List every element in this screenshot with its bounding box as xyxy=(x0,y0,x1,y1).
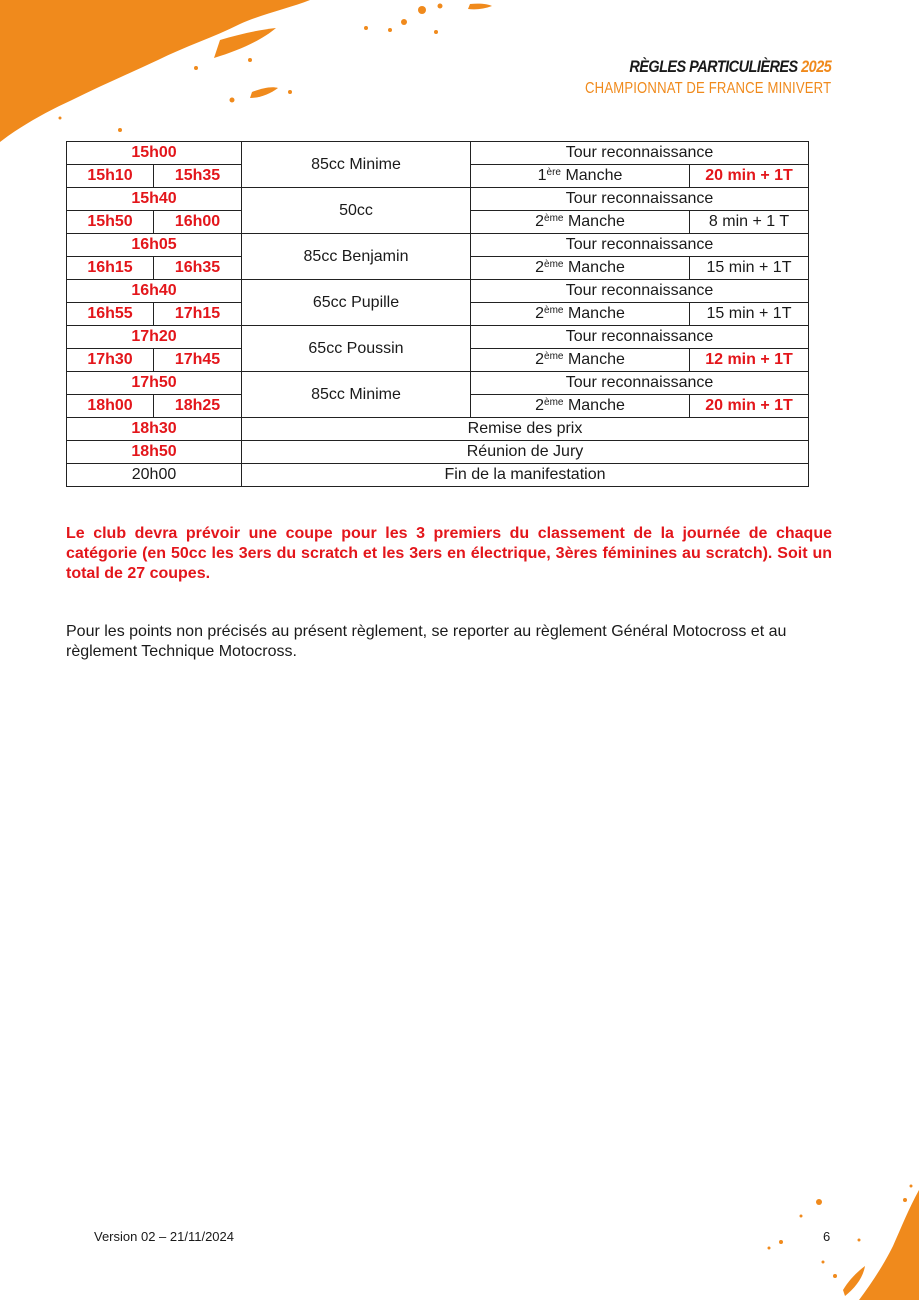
recon-time: 16h40 xyxy=(67,280,242,303)
manche-ordinal: ère xyxy=(546,167,561,178)
document-title xyxy=(576,56,831,78)
category-cell: 50cc xyxy=(242,188,471,234)
table-row xyxy=(67,464,809,487)
category-cell: 85cc Minime xyxy=(242,142,471,188)
duration-cell: 12 min + 1T xyxy=(690,349,809,372)
recon-label: Tour reconnaissance xyxy=(471,280,809,303)
recon-label: Tour reconnaissance xyxy=(471,142,809,165)
schedule-table xyxy=(66,141,809,487)
manche-number: 2 xyxy=(535,351,545,368)
recon-time: 17h20 xyxy=(67,326,242,349)
recon-label: Tour reconnaissance xyxy=(471,372,809,395)
category-cell: 85cc Benjamin xyxy=(242,234,471,280)
manche-cell xyxy=(471,349,690,372)
page-number: 6 xyxy=(823,1229,831,1244)
start-time: 16h55 xyxy=(67,303,154,326)
title-text: RÈGLES PARTICULIÈRES xyxy=(629,57,798,76)
event-time: 18h50 xyxy=(67,441,242,464)
end-time: 17h45 xyxy=(154,349,242,372)
category-cell: 85cc Minime xyxy=(242,372,471,418)
recon-label: Tour reconnaissance xyxy=(471,326,809,349)
recon-time: 16h05 xyxy=(67,234,242,257)
regulation-reference: Pour les points non précisés au présent règlement, se reporter au règlement Général Motocross et au règlement Technique Motocross. xyxy=(66,623,787,660)
manche-ordinal: ème xyxy=(544,397,564,408)
manche-number: 2 xyxy=(535,259,545,276)
start-time: 15h50 xyxy=(67,211,154,234)
manche-word: Manche xyxy=(567,213,625,230)
table-row xyxy=(67,326,809,349)
event-time: 18h30 xyxy=(67,418,242,441)
recon-time: 15h00 xyxy=(67,142,242,165)
orange-brush-stroke-top xyxy=(0,0,520,160)
start-time: 17h30 xyxy=(67,349,154,372)
manche-ordinal: ème xyxy=(544,305,564,316)
recon-time: 15h40 xyxy=(67,188,242,211)
end-time: 15h35 xyxy=(154,165,242,188)
recon-time: 17h50 xyxy=(67,372,242,395)
duration-cell: 20 min + 1T xyxy=(690,165,809,188)
page-header xyxy=(531,56,831,100)
manche-word: Manche xyxy=(565,167,623,184)
manche-word: Manche xyxy=(567,351,625,368)
manche-number: 1 xyxy=(537,167,547,184)
start-time: 18h00 xyxy=(67,395,154,418)
end-time: 16h35 xyxy=(154,257,242,280)
end-time: 16h00 xyxy=(154,211,242,234)
manche-ordinal: ème xyxy=(544,259,564,270)
end-time: 18h25 xyxy=(154,395,242,418)
table-row xyxy=(67,441,809,464)
manche-cell xyxy=(471,303,690,326)
manche-ordinal: ème xyxy=(544,351,564,362)
manche-word: Manche xyxy=(567,397,625,414)
event-label: Remise des prix xyxy=(242,418,809,441)
duration-cell: 15 min + 1T xyxy=(690,257,809,280)
manche-number: 2 xyxy=(535,305,545,322)
table-row xyxy=(67,188,809,211)
end-time: 17h15 xyxy=(154,303,242,326)
title-year: 2025 xyxy=(800,57,831,76)
manche-word: Manche xyxy=(567,305,625,322)
table-row xyxy=(67,280,809,303)
manche-word: Manche xyxy=(567,259,625,276)
table-row xyxy=(67,142,809,165)
start-time: 15h10 xyxy=(67,165,154,188)
orange-brush-stroke-bottom xyxy=(739,1180,919,1300)
manche-number: 2 xyxy=(535,213,545,230)
recon-label: Tour reconnaissance xyxy=(471,188,809,211)
trophy-note: Le club devra prévoir une coupe pour les 3 premiers du classement de la journée de chaque catégorie (en 50cc les 3ers du scratch et les 3ers en électrique, 3ères féminines au scratch). Soit un total de 27 coupes. xyxy=(66,525,832,582)
table-row xyxy=(67,418,809,441)
manche-cell xyxy=(471,395,690,418)
manche-ordinal: ème xyxy=(544,213,564,224)
event-time: 20h00 xyxy=(67,464,242,487)
duration-cell: 15 min + 1T xyxy=(690,303,809,326)
manche-number: 2 xyxy=(535,397,545,414)
recon-label: Tour reconnaissance xyxy=(471,234,809,257)
document-subtitle: CHAMPIONNAT DE FRANCE MINIVERT xyxy=(584,80,831,97)
table-row xyxy=(67,372,809,395)
table-row xyxy=(67,234,809,257)
manche-cell xyxy=(471,257,690,280)
event-label: Réunion de Jury xyxy=(242,441,809,464)
footer-version: Version 02 – 21/11/2024 xyxy=(94,1229,234,1244)
event-label: Fin de la manifestation xyxy=(242,464,809,487)
duration-cell: 20 min + 1T xyxy=(690,395,809,418)
category-cell: 65cc Pupille xyxy=(242,280,471,326)
manche-cell xyxy=(471,165,690,188)
category-cell: 65cc Poussin xyxy=(242,326,471,372)
manche-cell xyxy=(471,211,690,234)
duration-cell: 8 min + 1 T xyxy=(690,211,809,234)
start-time: 16h15 xyxy=(67,257,154,280)
